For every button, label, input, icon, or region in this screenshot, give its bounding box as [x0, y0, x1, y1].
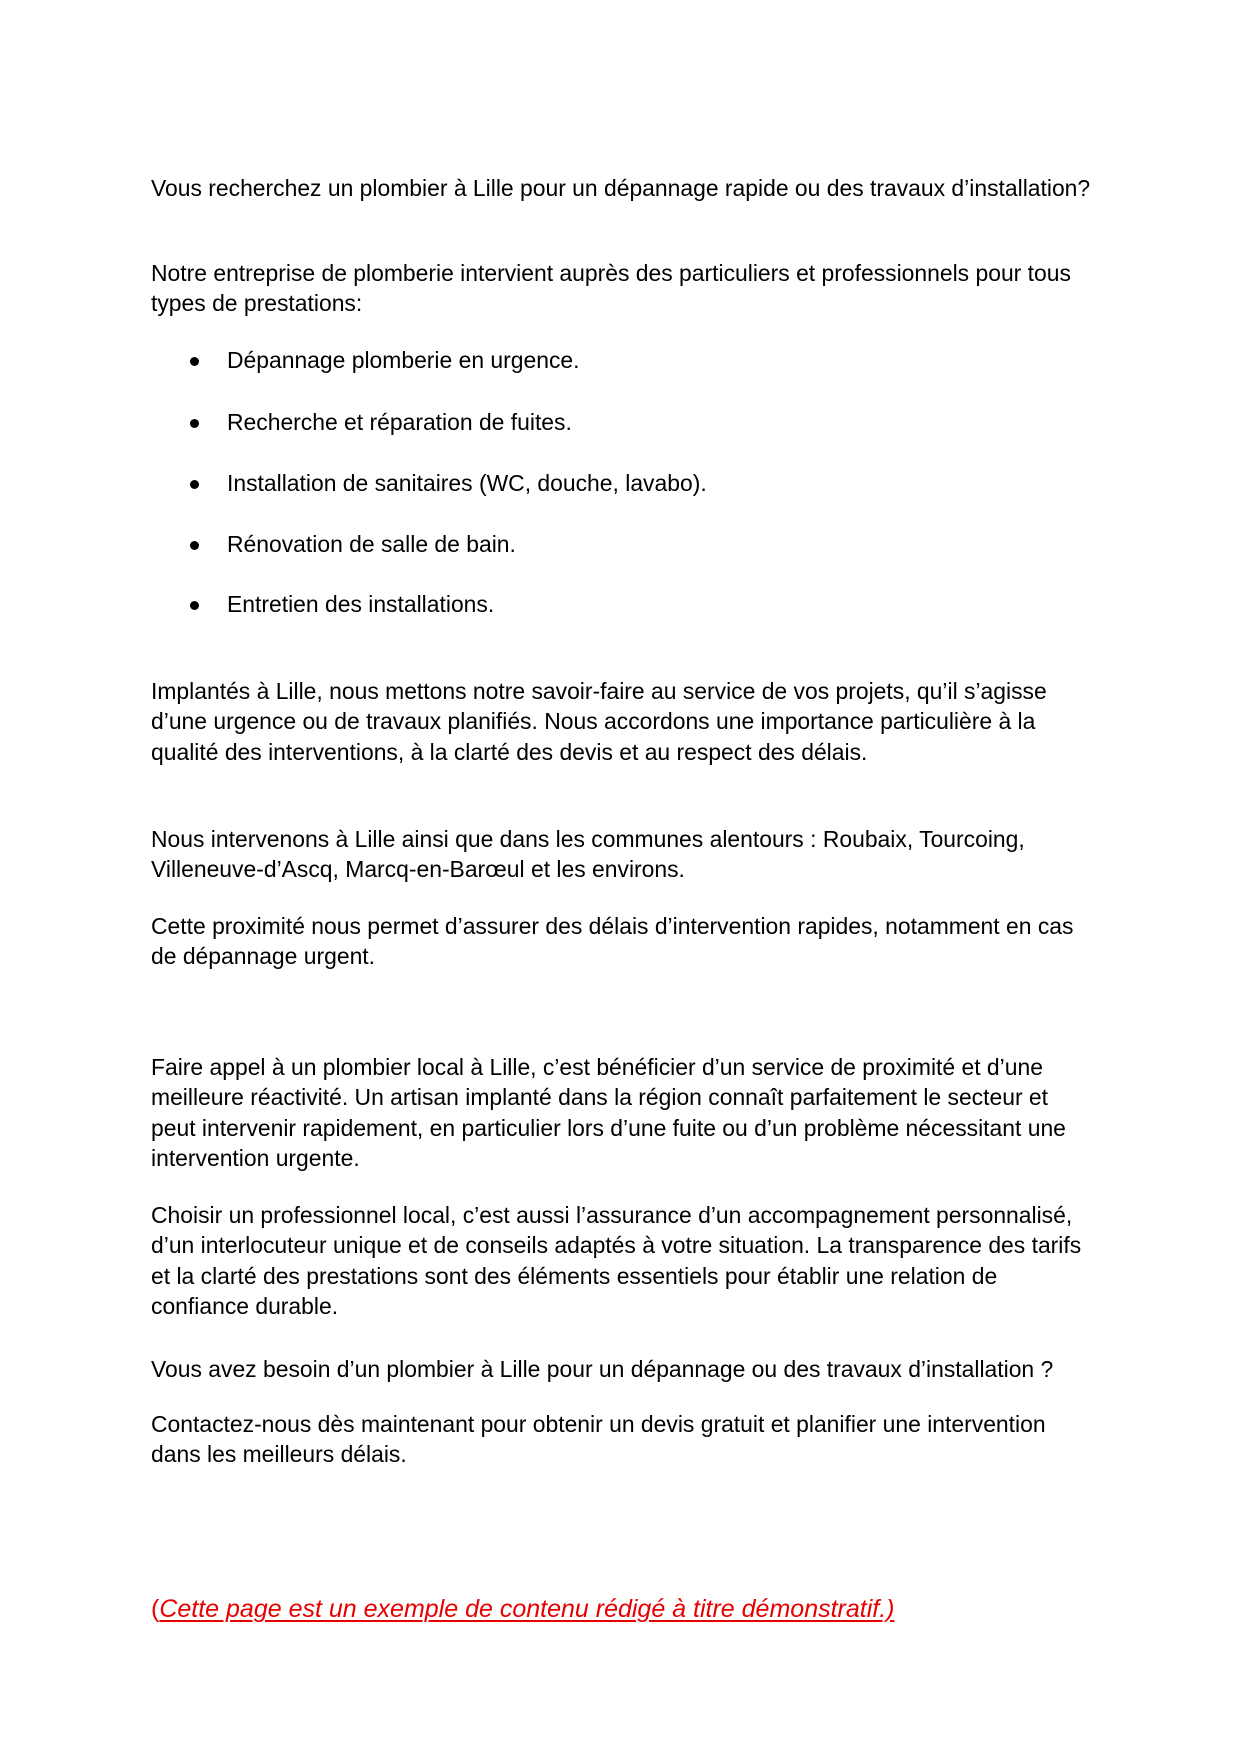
list-item	[0, 589, 1100, 620]
paragraph-line: dans les meilleurs délais.	[151, 1441, 407, 1468]
contact-paragraph	[151, 1409, 1046, 1470]
paragraph-line: Vous recherchez un plombier à Lille pour un dépannage rapide ou des travaux d’installation?	[151, 175, 1091, 201]
paragraph-line: d’une urgence ou de travaux planifiés. Nous accordons une importance particulière à la	[151, 708, 1036, 735]
paragraph-line: d’un interlocuteur unique et de conseils adaptés à votre situation. La transparence des tarifs	[151, 1232, 1082, 1259]
services-intro-paragraph	[151, 258, 1071, 319]
paragraph-line: Notre entreprise de plomberie intervient auprès des particuliers et professionnels pour tous	[151, 260, 1071, 286]
paragraph-line: Vous avez besoin d’un plombier à Lille pour un dépannage ou des travaux d’installation ?	[151, 1356, 1054, 1382]
paragraph-line: types de prestations:	[151, 290, 363, 317]
zone-paragraph	[151, 824, 1025, 885]
presentation-paragraph	[151, 676, 1047, 767]
paragraph-line: peut intervenir rapidement, en particulier lors d’une fuite ou d’un problème nécessitant une	[151, 1114, 1066, 1141]
advantages-paragraph	[151, 1052, 1066, 1174]
paragraph-line: qualité des interventions, à la clarté des devis et au respect des délais.	[151, 738, 868, 765]
disclaimer-text: Cette page est un exemple de contenu rédigé à titre démonstratif.)	[159, 1595, 895, 1623]
bullet-icon	[190, 541, 199, 550]
paragraph-line: Nous intervenons à Lille ainsi que dans les communes alentours : Roubaix, Tourcoing,	[151, 826, 1025, 852]
bullet-icon	[190, 419, 199, 428]
list-item	[0, 407, 1100, 438]
bullet-icon	[190, 357, 199, 366]
bullet-icon	[190, 480, 199, 489]
disclaimer-note	[151, 1593, 894, 1626]
list-item-text: Installation de sanitaires (WC, douche, lavabo).	[227, 470, 707, 496]
list-item-text: Entretien des installations.	[227, 591, 495, 617]
question-paragraph	[151, 1354, 1053, 1384]
paragraph-line: meilleure réactivité. Un artisan implanté dans la région connaît parfaitement le secteur et	[151, 1084, 1049, 1111]
choice-paragraph	[151, 1200, 1081, 1322]
paragraph-line: Faire appel à un plombier local à Lille, c’est bénéficier d’un service de proximité et d’une	[151, 1054, 1043, 1080]
list-item-text: Rénovation de salle de bain.	[227, 531, 516, 557]
proximity-paragraph	[151, 911, 1073, 972]
list-item	[0, 345, 1100, 376]
list-item	[0, 529, 1100, 560]
bullet-icon	[190, 601, 199, 610]
list-item-text: Recherche et réparation de fuites.	[227, 409, 572, 435]
list-item	[0, 468, 1100, 499]
intro-paragraph	[151, 173, 1090, 203]
paragraph-line: Choisir un professionnel local, c’est aussi l’assurance d’un accompagnement personnalisé,	[151, 1202, 1073, 1228]
paragraph-line: Implantés à Lille, nous mettons notre savoir-faire au service de vos projets, qu’il s’agisse	[151, 678, 1047, 704]
paragraph-line: et la clarté des prestations sont des éléments essentiels pour établir une relation de	[151, 1262, 998, 1289]
paragraph-line: Villeneuve-d’Ascq, Marcq-en-Barœul et les environs.	[151, 856, 685, 883]
paragraph-line: confiance durable.	[151, 1293, 339, 1320]
paragraph-line: intervention urgente.	[151, 1145, 360, 1172]
paragraph-line: Contactez-nous dès maintenant pour obtenir un devis gratuit et planifier une intervention	[151, 1411, 1046, 1437]
paragraph-line: Cette proximité nous permet d’assurer des délais d’intervention rapides, notamment en cas	[151, 913, 1074, 939]
list-item-text: Dépannage plomberie en urgence.	[227, 347, 580, 373]
paragraph-line: de dépannage urgent.	[151, 943, 376, 970]
disclaimer-open-paren: (	[151, 1595, 160, 1623]
